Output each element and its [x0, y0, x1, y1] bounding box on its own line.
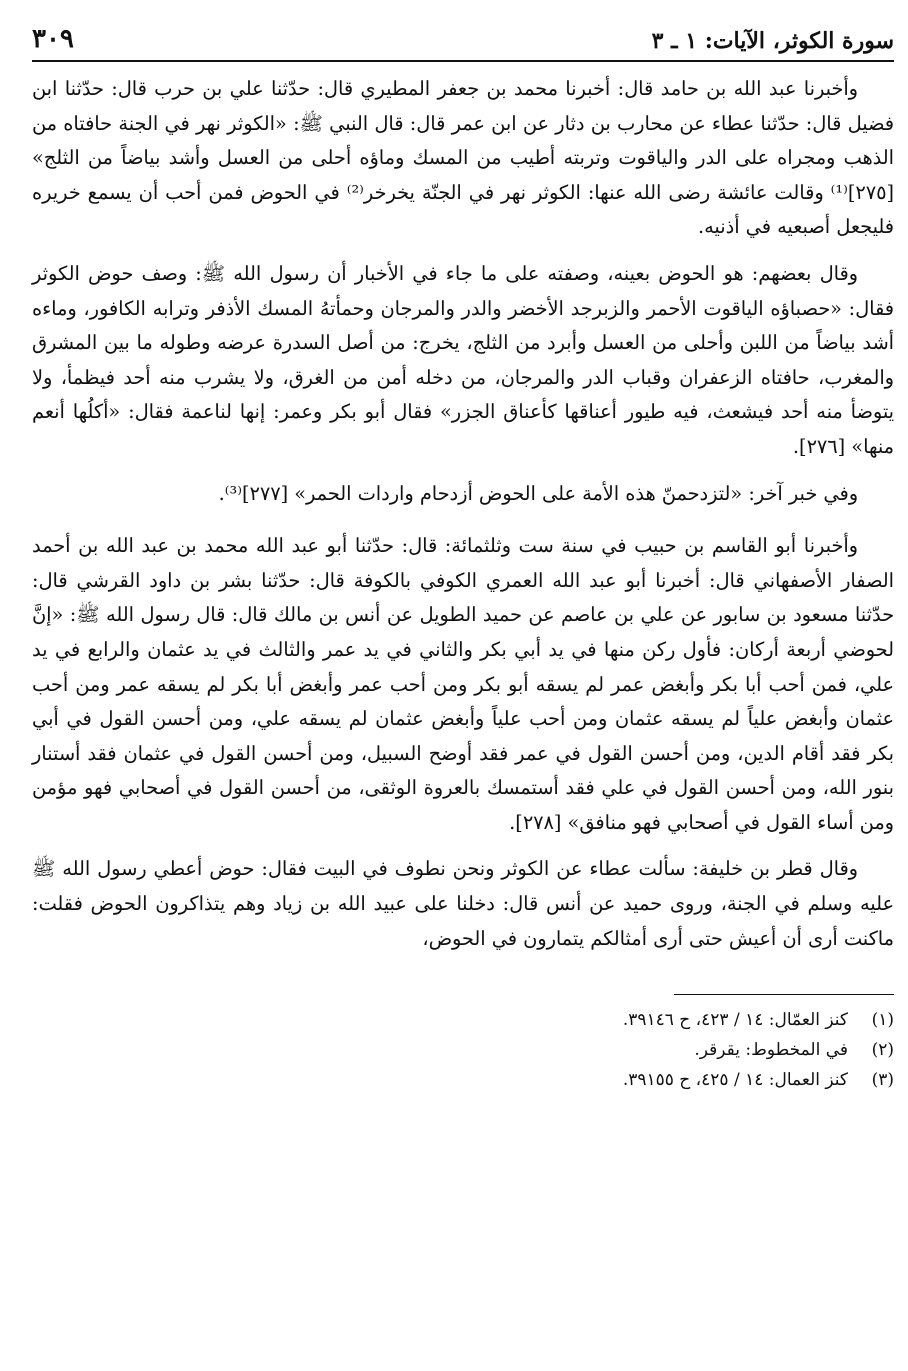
page-header	[32, 18, 894, 62]
footnote-1	[32, 1005, 894, 1035]
paragraph-3: وفي خبر آخر: «لتزدحمنّ هذه الأمة على الحوض أزدحام واردات الحمر» [٢٧٧]⁽³⁾.	[218, 481, 858, 505]
footnote-number: (٣)	[871, 1070, 894, 1091]
footnote-number: (١)	[871, 1010, 894, 1031]
body-text	[32, 72, 894, 956]
footnote-text: كنز العمّال: ١٤ / ٤٢٣، ح ٣٩١٤٦.	[622, 1010, 848, 1031]
footnote-text: كنز العمال: ١٤ / ٤٢٥، ح ٣٩١٥٥.	[622, 1070, 848, 1091]
footnote-2	[32, 1035, 894, 1065]
footnote-number: (٢)	[871, 1040, 894, 1061]
footnotes	[32, 1005, 894, 1095]
footnote-divider	[674, 994, 894, 995]
running-head: سورة الكوثر، الآيات: ١ ـ ٣	[651, 28, 894, 54]
book-page	[32, 18, 894, 1358]
page-number: ٣٠٩	[32, 24, 74, 54]
paragraph-1: وأخبرنا عبد الله بن حامد قال: أخبرنا محمد بن جعفر المطيري قال: حدّثنا علي بن حرب قال: حدّثنا ابن فضيل قال: حدّثنا عطاء عن محارب بن دثار عن ابن عمر قال: قال النبي ﷺ: «الكوثر نهر في الجنة حافتاه من الذهب ومجراه على الدر والياقوت وتربته أطيب من المسك وماؤه أحلى من العسل وأشد بياضاً من الثلج» [٢٧٥]⁽¹⁾ وقالت عائشة رضى الله عنها: الكوثر نهر في الجنّة يخرخر⁽²⁾ في الحوض فمن أحب أن يسمع خريره فليجعل أصبعيه في أذنيه.	[32, 77, 894, 239]
paragraph-5: وقال قطر بن خليفة: سألت عطاء عن الكوثر ونحن نطوف في البيت فقال: حوض أعطي رسول الله ﷺ عليه وسلم في الجنة، وروى حميد عن أنس قال: دخلنا على عبيد الله بن زياد وهم يتذاكرون الحوض فقلت: ماكنت أرى أن أعيش حتى أرى أمثالكم يتمارون في الحوض،	[32, 857, 894, 950]
footnote-3	[32, 1065, 894, 1095]
paragraph-2: وقال بعضهم: هو الحوض بعينه، وصفته على ما جاء في الأخبار أن رسول الله ﷺ: وصف حوض الكوثر فقال: «حصباؤه الياقوت الأحمر والزبرجد الأخضر والدر والمرجان وحمأتهُ المسك الأذفر وترابه الكافور، وماءه أشد بياضاً من اللبن وأحلى من العسل وأبرد من الثلج، يخرج: من أصل السدرة عرضه وطوله ما بين المشرق والمغرب، حافتاه الزعفران وقباب الدر والمرجان، من دخله أمن من الغرق، ولا يشرب منه أحد فيظمأ، ولا يتوضأ منه أحد فيشعث، فيه طيور أعناقها كأعناق الجزر» فقال أبو بكر وعمر: إنها لناعمة فقال: «أكلُها أنعم منها» [٢٧٦].	[32, 261, 894, 458]
paragraph-4: وأخبرنا أبو القاسم بن حبيب في سنة ست وثلثمائة: قال: حدّثنا أبو عبد الله محمد بن عبد الله بن أحمد الصفار الأصفهاني قال: أخبرنا أبو عبد الله العمري الكوفي بالكوفة قال: حدّثنا بشر بن داود القرشي قال: حدّثنا مسعود بن سابور عن علي بن عاصم عن حميد الطويل عن أنس بن مالك قال: قال رسول الله ﷺ: «إنَّ لحوضي أربعة أركان: فأول ركن منها في يد أبي بكر والثاني في يد عمر والثالث في يد عثمان والرابع في يد علي، فمن أحب أبا بكر وأبغض عمر لم يسقه أبو بكر ومن أحب عمر وأبغض أبا بكر لم يسقه عمر ومن أحب عثمان وأبغض علياً لم يسقه عثمان ومن أحب علياً وأبغض عثمان لم يسقه علي، ومن أحسن القول في أبي بكر فقد أقام الدين، ومن أحسن القول في عمر فقد أوضح السبيل، ومن أحسن القول في عثمان فقد أستنار بنور الله، ومن أحسن القول في علي فقد أستمسك بالعروة الوثقى، من أحسن القول في أصحابي فهو مؤمن ومن أساء القول في أصحابي فهو منافق» [٢٧٨].	[32, 534, 894, 834]
footnote-text: في المخطوط: يقرقر.	[694, 1040, 848, 1061]
